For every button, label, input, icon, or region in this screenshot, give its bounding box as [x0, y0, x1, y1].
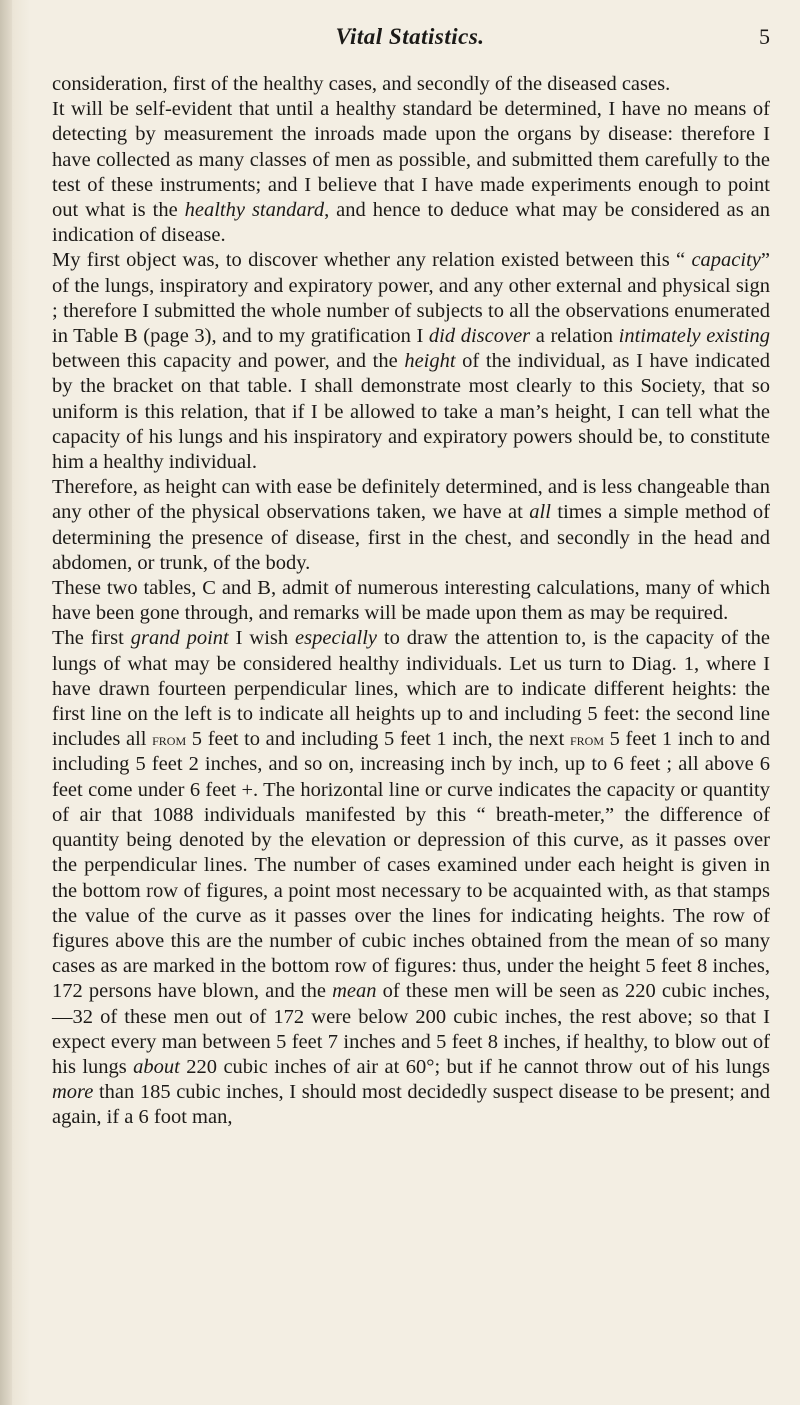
small-caps-text: from: [569, 729, 604, 750]
text-run: of these men will be seen as 220 cubic inches,—32 of these men out of 172 were below 200 cubic inches, the rest above; so that I expect every man between 5 feet 7 inches and 5 feet 8 inches, if healthy, to blow out of his lungs: [52, 980, 770, 1078]
italic-text: especially: [295, 627, 377, 650]
paragraph: [52, 576, 770, 626]
text-run: Therefore, as height can with ease be definitely determined, and is less changeable than any other of the physical observations taken, we have at: [52, 476, 770, 524]
text-run: The first: [52, 627, 131, 650]
text-run: a relation: [530, 325, 619, 348]
italic-text: height: [404, 350, 456, 373]
text-run: These two tables, C and B, admit of numerous interesting calculations, many of which have been gone through, and remarks will be made upon them as may be required.: [52, 577, 770, 625]
italic-text: healthy standard: [184, 199, 325, 222]
paragraph: [52, 626, 770, 1130]
paragraph: [52, 72, 770, 97]
italic-text: mean: [332, 980, 377, 1003]
italic-text: about: [133, 1055, 180, 1078]
text-run: 5 feet to and including 5 feet 1 inch, the next: [186, 728, 570, 751]
text-run: of the individual, as I have indicated by the bracket on that table. I shall demonstrate most clearly to this Society, that so uniform is this relation, that if I be allowed to take a man’s height, I can tell what the capacity of his lungs and his inspiratory and expiratory powers should be, to constitute him a healthy individual.: [52, 350, 770, 474]
paragraph: [52, 248, 770, 475]
text-run: consideration, first of the healthy cases, and secondly of the diseased cases.: [52, 73, 671, 95]
text-run: 5 feet 1 inch to and including 5 feet 2 inches, and so on, increasing inch by inch, up to 6 feet ; all above 6 feet come under 6 feet +. The horizontal line or curve indicates the capacity or quantity of air that 1088 individuals manifested by this “ breath-meter,” the difference of quantity being denoted by the elevation or depression of this curve, as it passes over the perpendicular lines. The number of cases examined under each height is given in the bottom row of figures, a point most necessary to be acquainted with, as that stamps the value of the curve as it passes over the lines for indicating heights. The row of figures above this are the number of cubic inches obtained from the mean of so many cases as are marked in the bottom row of figures: thus, under the height 5 feet 8 inches, 172 persons have blown, and the: [52, 728, 770, 1003]
text-run: My first object was, to discover whether any relation existed between this “: [52, 249, 692, 272]
text-run: It will be self-evident that until a healthy standard be determined, I have no means of detecting by measurement the inroads made upon the organs by disease: therefore I have collected as many classes of men as possible, and submitted them carefully to the test of these instruments; and I believe that I have made experiments enough to point out what is the: [52, 98, 770, 222]
running-header: [50, 24, 770, 56]
body-text: [52, 72, 770, 1131]
page-number: 5: [759, 24, 770, 49]
text-run: , and hence to deduce what may be considered as an indication of disease.: [52, 199, 770, 247]
italic-text: capacity: [691, 249, 761, 272]
italic-text: all: [529, 501, 551, 524]
small-caps-text: from: [152, 729, 187, 750]
text-run: I wish: [228, 627, 296, 650]
text-run: than 185 cubic inches, I should most decidedly suspect disease to be present; and again, if a 6 foot man,: [52, 1081, 770, 1129]
text-run: times a simple method of determining the presence of disease, first in the chest, and secondly in the head and abdomen, or trunk, of the body.: [52, 501, 770, 574]
text-run: ” of the lungs, inspiratory and expiratory power, and any other external and physical sign ; therefore I submitted the whole number of subjects to all the observations enumerated in Table B (page 3), and to my gratification I: [52, 249, 770, 348]
text-run: 220 cubic inches of air at 60°; but if he cannot throw out of his lungs: [179, 1055, 770, 1078]
page-gutter: [0, 0, 12, 1405]
paragraph: [52, 475, 770, 576]
text-run: to draw the attention to, is the capacity of the lungs of what may be considered healthy individuals. Let us turn to Diag. 1, where I have drawn fourteen perpendicular lines, which are to indicate different heights: the first line on the left is to indicate all heights up to and including 5 feet: the second line includes all: [52, 627, 770, 751]
italic-text: more: [52, 1081, 94, 1104]
running-title: Vital Statistics.: [335, 24, 485, 49]
italic-text: intimately existing: [618, 325, 770, 348]
italic-text: grand point: [130, 627, 229, 650]
italic-text: did discover: [428, 325, 531, 348]
paragraph: [52, 97, 770, 248]
text-run: between this capacity and power, and the: [52, 350, 405, 373]
